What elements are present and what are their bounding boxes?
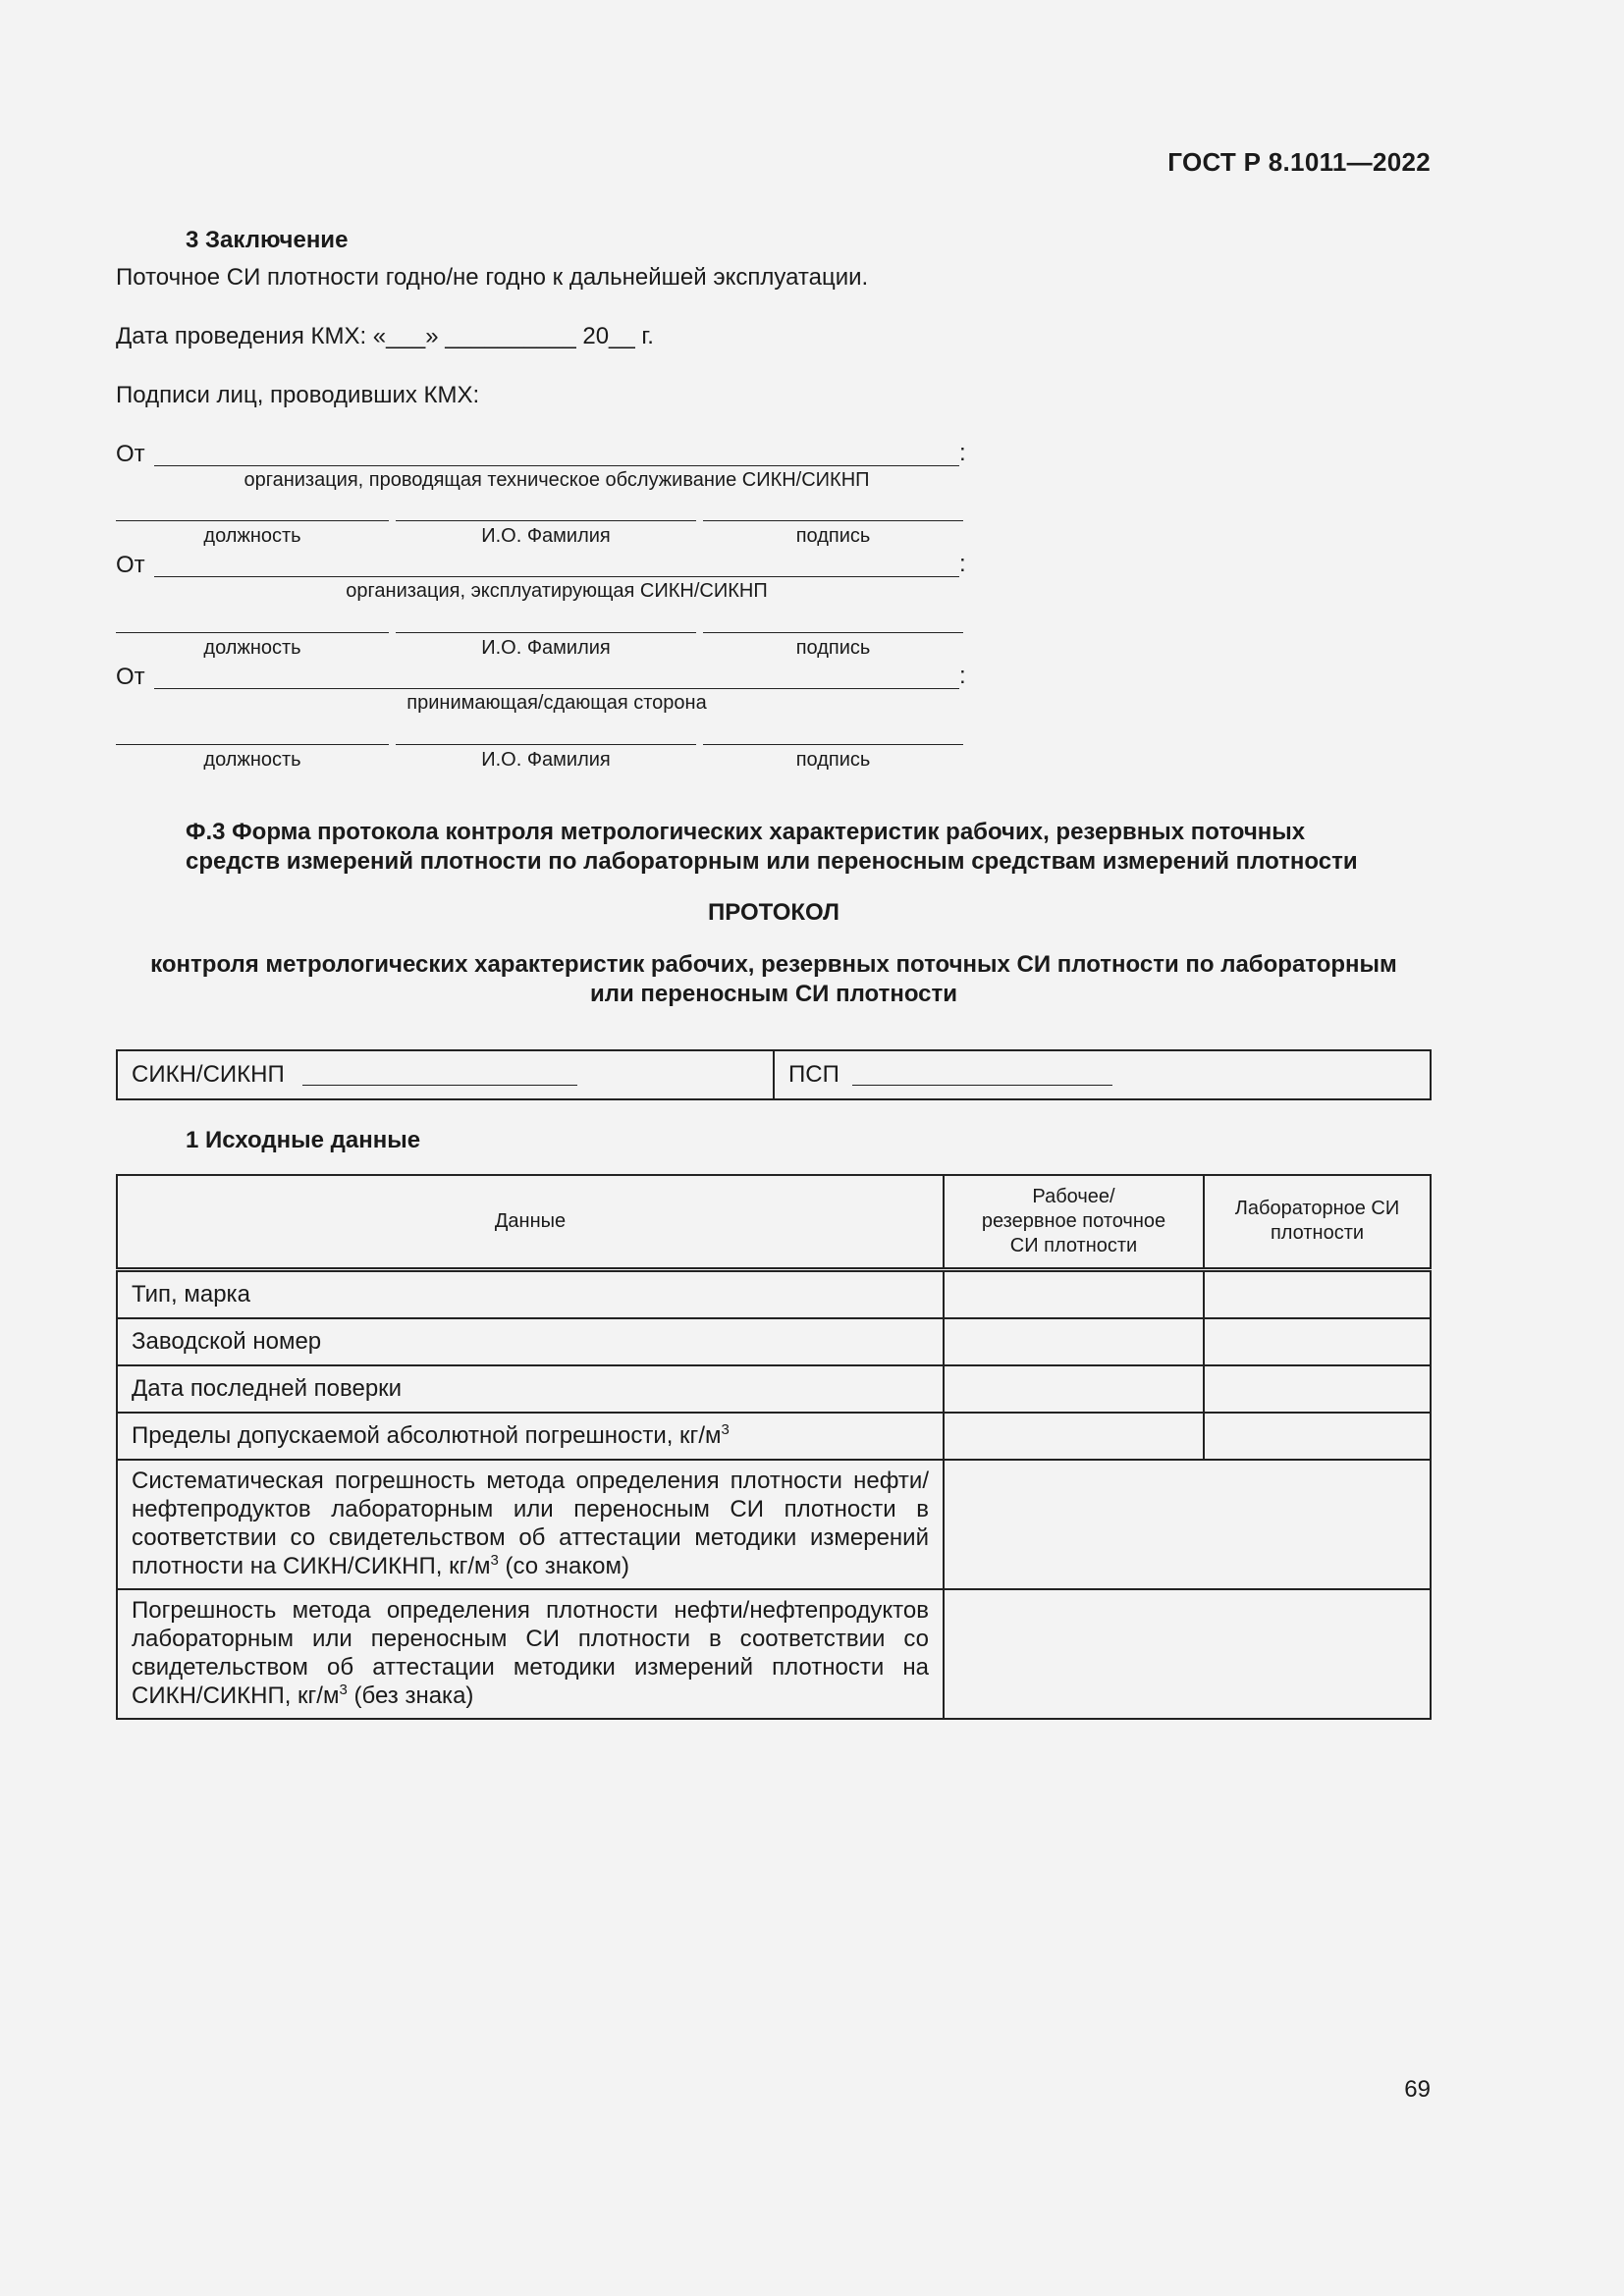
col-header-working-line: Рабочее/: [1032, 1185, 1115, 1207]
signature-caption: подпись: [795, 525, 871, 547]
psp-fill-line[interactable]: [852, 1085, 1112, 1086]
org-fill-line[interactable]: [154, 688, 959, 689]
row-label: Систематическая погрешность метода определения плотности нефти/нефтепродуктов лабораторным или переносным СИ плотности в соответствии со свидетельством об аттестации методики измерений плотности на СИКН/СИКНП, кг/м: [132, 1467, 929, 1579]
position-fill-line[interactable]: [116, 632, 389, 633]
unit-exponent: 3: [339, 1681, 348, 1698]
row-label-cell: [117, 1589, 944, 1719]
org-fill-line[interactable]: [154, 576, 959, 577]
table-row: [117, 1269, 1431, 1318]
sikn-fill-line[interactable]: [302, 1085, 577, 1086]
col-header-lab-line: плотности: [1270, 1222, 1365, 1245]
from-label: От: [116, 664, 145, 690]
row-label: Погрешность метода определения плотности нефти/нефтепродуктов лабораторным или переносным СИ плотности в соответствии со свидетельством об аттестации методики измерений плотности на СИКН/СИКНП, кг/м: [132, 1596, 929, 1709]
position-fill-line[interactable]: [116, 744, 389, 745]
row-label-suffix: (без знака): [347, 1682, 474, 1709]
org-caption: принимающая/сдающая сторона: [406, 692, 707, 714]
row-label-suffix: (со знаком): [498, 1552, 629, 1579]
protocol-subtitle-line-1: контроля метрологических характеристик рабочих, резервных поточных СИ плотности по лабораторным: [150, 951, 1397, 978]
signature-fill-line[interactable]: [703, 520, 963, 521]
table-header-row: [117, 1175, 1431, 1269]
protocol-title: ПРОТОКОЛ: [708, 899, 839, 926]
colon: :: [959, 440, 966, 466]
table-row: [117, 1365, 1431, 1413]
lab-value-cell[interactable]: [1204, 1413, 1431, 1460]
col-header-data: Данные: [117, 1175, 944, 1269]
name-fill-line[interactable]: [396, 744, 696, 745]
section-3-heading: 3 Заключение: [186, 227, 349, 253]
lab-value-cell[interactable]: [1204, 1318, 1431, 1365]
working-value-cell[interactable]: [944, 1365, 1204, 1413]
signature-caption: подпись: [795, 637, 871, 659]
col-header-working-line: СИ плотности: [1009, 1234, 1138, 1256]
name-fill-line[interactable]: [396, 520, 696, 521]
merged-value-cell[interactable]: [944, 1460, 1431, 1589]
name-caption: И.О. Фамилия: [481, 525, 611, 547]
signature-fill-line[interactable]: [703, 632, 963, 633]
section-1-heading: 1 Исходные данные: [186, 1127, 421, 1153]
kmh-date-line: Дата проведения КМХ: «___» __________ 20__ г.: [116, 323, 654, 349]
signatures-label: Подписи лиц, проводивших КМХ:: [116, 382, 480, 408]
colon: :: [959, 663, 966, 689]
page-number: 69: [1404, 2076, 1431, 2103]
from-label: От: [116, 552, 145, 578]
protocol-subtitle-line-2: или переносным СИ плотности: [589, 981, 958, 1007]
table-row: [117, 1318, 1431, 1365]
col-header-lab-line: Лабораторное СИ: [1234, 1198, 1400, 1220]
org-fill-line[interactable]: [154, 465, 959, 466]
row-label: Заводской номер: [117, 1318, 944, 1365]
f3-heading-line-2: средств измерений плотности по лабораторным или переносным средствам измерений плотности: [186, 848, 1358, 875]
sikn-psp-table: [116, 1049, 1432, 1100]
col-header-lab: [1204, 1175, 1431, 1269]
colon: :: [959, 551, 966, 577]
lab-value-cell[interactable]: [1204, 1365, 1431, 1413]
row-label: Пределы допускаемой абсолютной погрешности, кг/м: [132, 1421, 722, 1449]
unit-exponent: 3: [721, 1420, 730, 1438]
name-caption: И.О. Фамилия: [481, 637, 611, 659]
document-code: ГОСТ Р 8.1011—2022: [1167, 147, 1431, 177]
row-label: Тип, марка: [117, 1269, 944, 1318]
row-label: Дата последней поверки: [117, 1365, 944, 1413]
row-label-cell: [117, 1413, 944, 1460]
from-label: От: [116, 441, 145, 467]
table-row-merged: [117, 1589, 1431, 1719]
org-caption: организация, проводящая техническое обслуживание СИКН/СИКНП: [244, 469, 870, 491]
merged-value-cell[interactable]: [944, 1589, 1431, 1719]
psp-label: ПСП: [788, 1061, 839, 1088]
unit-exponent: 3: [490, 1551, 499, 1569]
position-caption: должность: [203, 637, 301, 659]
working-value-cell[interactable]: [944, 1413, 1204, 1460]
signature-fill-line[interactable]: [703, 744, 963, 745]
verdict-text: Поточное СИ плотности годно/не годно к дальнейшей эксплуатации.: [116, 264, 869, 291]
name-caption: И.О. Фамилия: [481, 749, 611, 771]
sikn-label: СИКН/СИКНП: [132, 1061, 285, 1088]
col-header-working-line: резервное поточное: [981, 1209, 1166, 1232]
working-value-cell[interactable]: [944, 1269, 1204, 1318]
col-header-working: [944, 1175, 1204, 1269]
sikn-cell: [117, 1050, 774, 1099]
source-data-table: [116, 1174, 1432, 1720]
row-label-cell: [117, 1460, 944, 1589]
org-caption: организация, эксплуатирующая СИКН/СИКНП: [346, 580, 768, 602]
name-fill-line[interactable]: [396, 632, 696, 633]
position-caption: должность: [203, 749, 301, 771]
lab-value-cell[interactable]: [1204, 1269, 1431, 1318]
position-fill-line[interactable]: [116, 520, 389, 521]
table-row-merged: [117, 1460, 1431, 1589]
psp-cell: [774, 1050, 1431, 1099]
position-caption: должность: [203, 525, 301, 547]
working-value-cell[interactable]: [944, 1318, 1204, 1365]
table-row: [117, 1413, 1431, 1460]
f3-heading-line-1: Ф.3 Форма протокола контроля метрологических характеристик рабочих, резервных поточных: [186, 819, 1306, 845]
signature-caption: подпись: [795, 749, 871, 771]
